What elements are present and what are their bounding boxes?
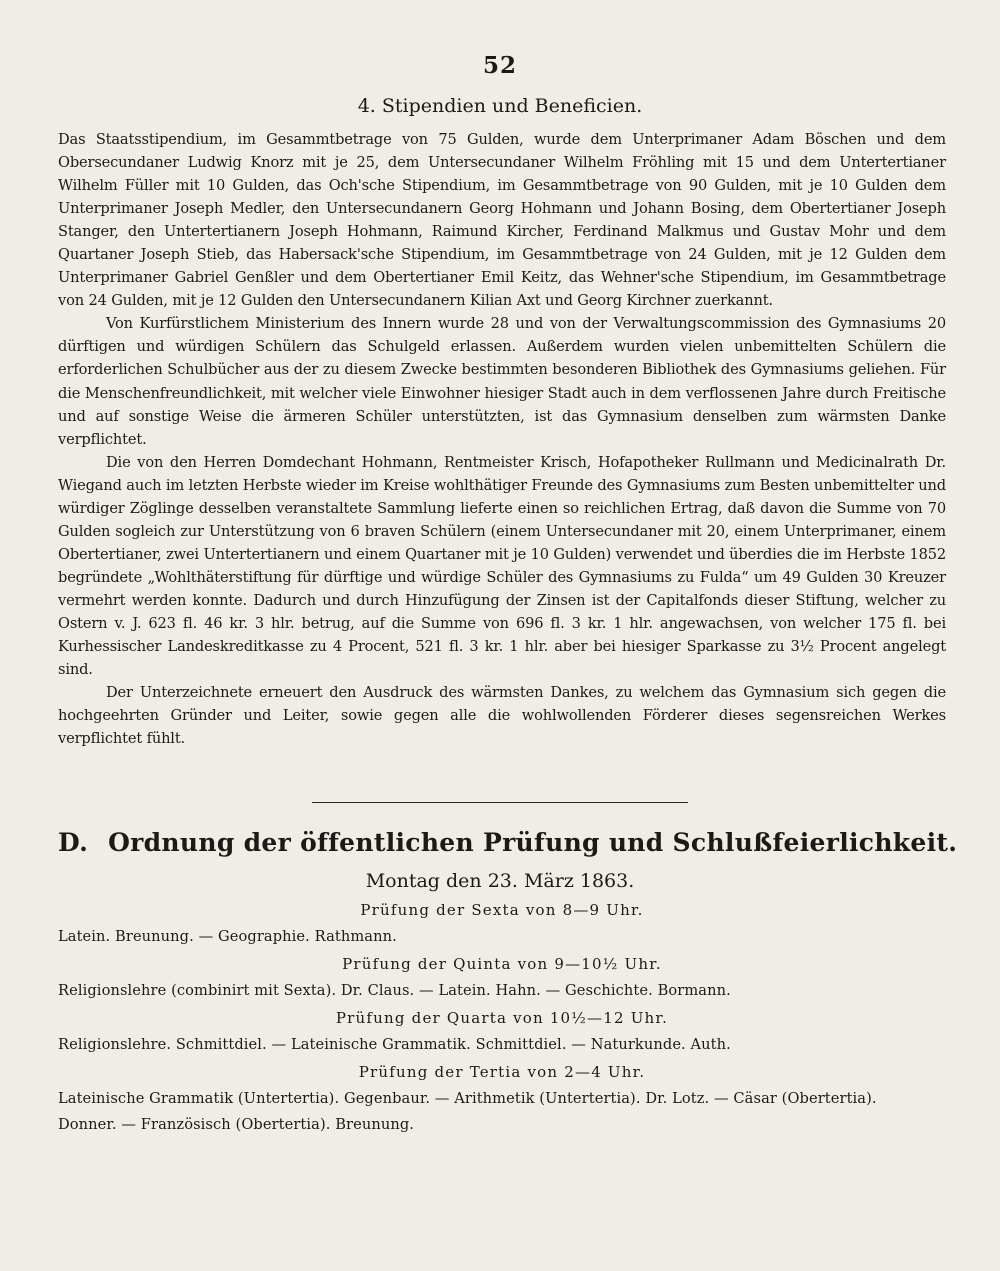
part-heading: [58, 828, 958, 857]
body-text: [58, 128, 946, 750]
exam-subjects-tertia-2: Donner. — Französisch (Obertertia). Breunung.: [58, 1116, 415, 1133]
paragraph-thanks: Der Unterzeichnete erneuert den Ausdruck des wärmsten Dankes, zu welchem das Gymnasium sich gegen die hochgeehrten Gründer und Leiter, sowie gegen alle die wohlwollenden Förderer dieses segensreichen Werkes verpflichtet fühlt.: [58, 684, 946, 748]
exam-subjects-tertia-1: Lateinische Grammatik (Untertertia). Gegenbaur. — Arithmetik (Untertertia). Dr. Lotz. — Cäsar (Obertertia).: [58, 1090, 877, 1107]
paragraph-stipends: Das Staatsstipendium, im Gesammtbetrage von 75 Gulden, wurde dem Unterprimaner Adam Böschen und dem Obersecundaner Ludwig Knorz mit je 25, dem Untersecundaner Wilhelm Fröhling mit 15 und dem Untertertianer Wilhelm Füller mit 10 Gulden, das Och'sche Stipendium, im Gesammtbetrage von 90 Gulden, mit je 10 Gulden dem Unterprimaner Joseph Medler, den Untersecundanern Georg Hohmann und Johann Bosing, dem Obertertianer Joseph Stanger, den Untertertianern Joseph Hohmann, Raimund Kircher, Ferdinand Malkmus und Gustav Mohr und dem Quartaner Joseph Stieb, das Habersack'sche Stipendium, im Gesammtbetrage von 24 Gulden, mit je 12 Gulden dem Unterprimaner Gabriel Genßler und dem Obertertianer Emil Keitz, das Wehner'sche Stipendium, im Gesammtbetrage von 24 Gulden, mit je 12 Gulden den Untersecundanern Kilian Axt und Georg Kirchner zuerkannt.: [58, 131, 946, 310]
exam-title-quarta: Prüfung der Quarta von 10½—12 Uhr.: [335, 1009, 669, 1027]
exam-subjects-sexta: Latein. Breunung. — Geographie. Rathmann.: [58, 928, 397, 945]
exam-title-quinta: Prüfung der Quinta von 9—10½ Uhr.: [342, 955, 662, 973]
section-divider: [312, 802, 688, 803]
page-number: 52: [482, 52, 517, 79]
exam-title-tertia: Prüfung der Tertia von 2—4 Uhr.: [358, 1063, 646, 1081]
exam-schedule: [58, 896, 946, 1138]
exam-subjects-quinta: Religionslehre (combinirt mit Sexta). Dr. Claus. — Latein. Hahn. — Geschichte. Bormann.: [58, 982, 731, 999]
part-title: Ordnung der öffentlichen Prüfung und Schlußfeierlichkeit.: [108, 828, 958, 857]
paragraph-collection: Die von den Herren Domdechant Hohmann, Rentmeister Krisch, Hofapotheker Rullmann und Medicinalrath Dr. Wiegand auch im letzten Herbste wieder im Kreise wohlthätiger Freunde des Gymnasiums zum Besten unbemittelter und würdiger Zöglinge desselben veranstaltete Sammlung lieferte einen so reichlichen Ertrag, daß davon die Summe von 70 Gulden sogleich zur Unterstützung von 6 braven Schülern (einem Untersecundaner mit 20, einem Unterprimaner, einem Obertertianer, zwei Untertertianern und einem Quartaner mit je 10 Gulden) verwendet und überdies die im Herbste 1852 begründete „Wohlthäterstiftung für dürftige und würdige Schüler des Gymnasiums zu Fulda“ um 49 Gulden 30 Kreuzer vermehrt werden konnte. Dadurch und durch Hinzufügung der Zinsen ist der Capitalfonds dieser Stiftung, welcher zu Ostern v. J. 623 fl. 46 kr. 3 hlr. betrug, auf die Summe von 696 fl. 3 kr. 1 hlr. angewachsen, von welcher 175 fl. bei Kurhessischer Landeskreditkasse zu 4 Procent, 521 fl. 3 kr. 1 hlr. aber bei hiesiger Sparkasse zu 3½ Procent angelegt sind.: [58, 453, 946, 679]
paragraph-school-fees: Von Kurfürstlichem Ministerium des Innern wurde 28 und von der Verwaltungscommission des Gymnasiums 20 dürftigen und würdigen Schülern das Schulgeld erlassen. Außerdem wurden vielen unbemittelten Schülern die erforderlichen Schulbücher aus der zu diesem Zwecke bestimmten besonderen Bibliothek des Gymnasiums geliehen. Für die Menschenfreundlichkeit, mit welcher viele Einwohner hiesiger Stadt auch in dem verflossenen Jahre durch Freitische und auf sonstige Weise die ärmeren Schüler unterstützten, ist das Gymnasium denselben zum wärmsten Danke verpflichtet.: [58, 315, 946, 448]
part-mark: D.: [58, 828, 89, 857]
date-line: Montag den 23. März 1863.: [365, 870, 635, 892]
section-heading: 4. Stipendien und Beneficien.: [357, 95, 643, 117]
exam-subjects-quarta: Religionslehre. Schmittdiel. — Lateinische Grammatik. Schmittdiel. — Naturkunde. Auth.: [58, 1036, 731, 1053]
exam-title-sexta: Prüfung der Sexta von 8—9 Uhr.: [360, 901, 644, 919]
